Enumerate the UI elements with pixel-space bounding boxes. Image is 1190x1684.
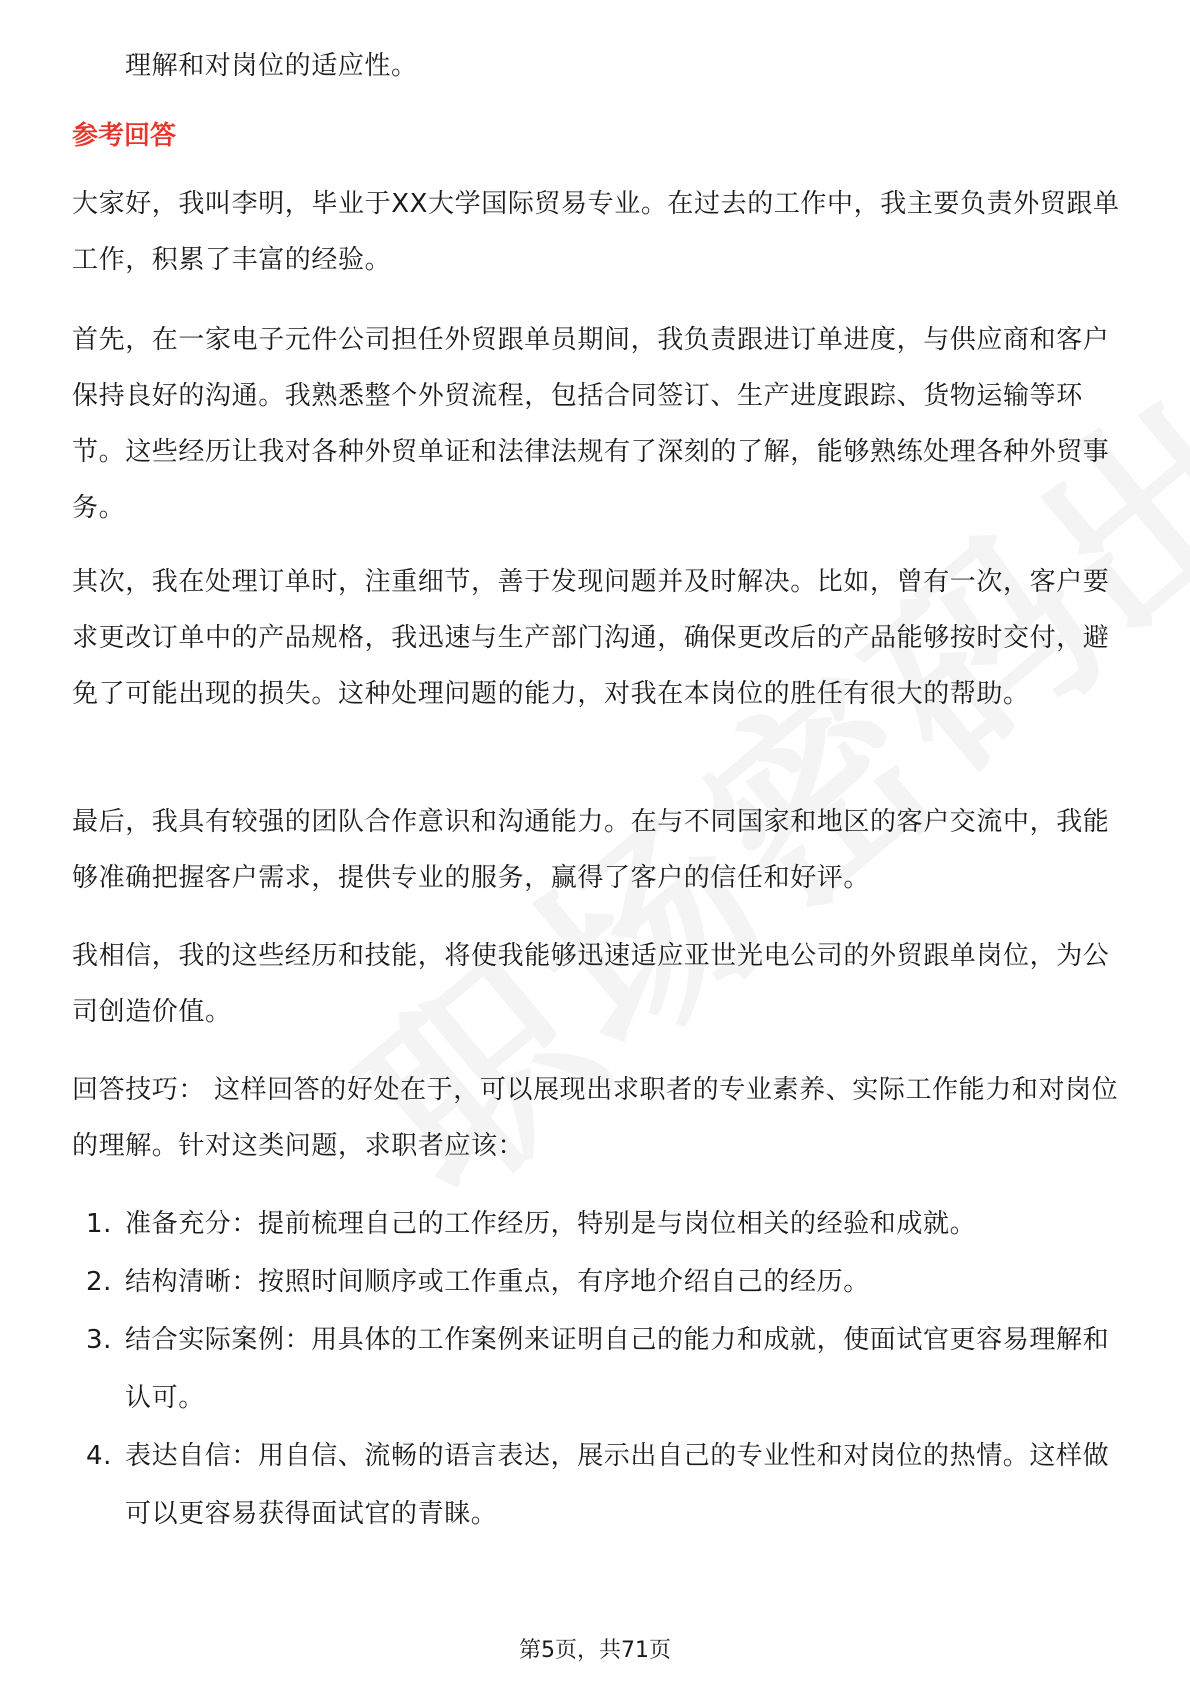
page-footer: 第5页，共71页: [519, 1638, 671, 1663]
list-item-number: 4.: [86, 1441, 113, 1471]
list-item: [72, 1253, 1122, 1311]
tips-list: [72, 1195, 1122, 1543]
list-item-number: 3.: [86, 1325, 113, 1355]
paragraph-third: 最后，我具有较强的团队合作意识和沟通能力。在与不同国家和地区的客户交流中，我能够准确把握客户需求，提供专业的服务，赢得了客户的信任和好评。: [72, 807, 1110, 893]
list-item: [72, 1311, 1122, 1427]
paragraph-intro: 大家好，我叫李明，毕业于XX大学国际贸易专业。在过去的工作中，我主要负责外贸跟单工作，积累了丰富的经验。: [72, 189, 1120, 275]
list-item-text: 结合实际案例：用具体的工作案例来证明自己的能力和成就，使面试官更容易理解和认可。: [125, 1325, 1110, 1413]
paragraph-tips: 回答技巧： 这样回答的好处在于，可以展现出求职者的专业素养、实际工作能力和对岗位的理解。针对这类问题，求职者应该：: [72, 1075, 1119, 1161]
list-item-number: 2.: [86, 1267, 113, 1297]
list-item-text: 结构清晰：按照时间顺序或工作重点，有序地介绍自己的经历。: [125, 1267, 870, 1297]
section-heading: 参考回答: [72, 121, 177, 151]
paragraph-conclusion: 我相信，我的这些经历和技能，将使我能够迅速适应亚世光电公司的外贸跟单岗位，为公司创造价值。: [72, 941, 1110, 1027]
paragraph-first: 首先，在一家电子元件公司担任外贸跟单员期间，我负责跟进订单进度，与供应商和客户保持良好的沟通。我熟悉整个外贸流程，包括合同签订、生产进度跟踪、货物运输等环节。这些经历让我对各种外贸单证和法律法规有了深刻的了解，能够熟练处理各种外贸事务。: [72, 325, 1110, 523]
list-item-number: 1.: [86, 1209, 113, 1239]
top-continuation-text: 理解和对岗位的适应性。: [125, 51, 418, 81]
list-item: [72, 1427, 1122, 1543]
paragraph-second: 其次，我在处理订单时，注重细节，善于发现问题并及时解决。比如，曾有一次，客户要求更改订单中的产品规格，我迅速与生产部门沟通，确保更改后的产品能够按时交付，避免了可能出现的损失。这种处理问题的能力，对我在本岗位的胜任有很大的帮助。: [72, 567, 1110, 709]
list-item-text: 表达自信：用自信、流畅的语言表达，展示出自己的专业性和对岗位的热情。这样做可以更容易获得面试官的青睐。: [125, 1441, 1110, 1529]
list-item: [72, 1195, 1122, 1253]
list-item-text: 准备充分：提前梳理自己的工作经历，特别是与岗位相关的经验和成就。: [125, 1209, 977, 1239]
